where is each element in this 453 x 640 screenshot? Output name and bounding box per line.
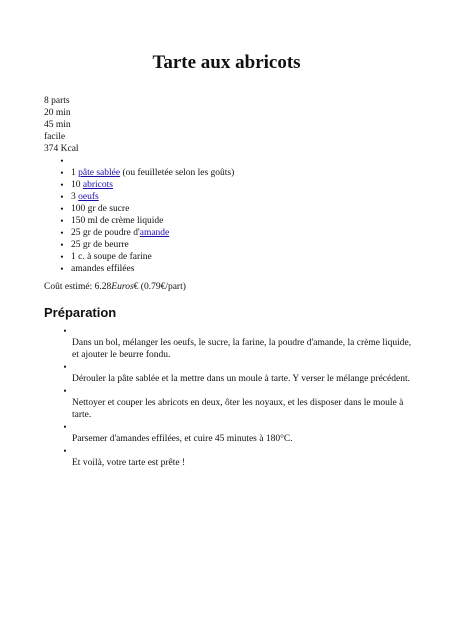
bullet-icon: • bbox=[60, 168, 64, 178]
cost-unit: Euros bbox=[111, 282, 134, 292]
list-item bbox=[60, 445, 420, 469]
list-item bbox=[57, 203, 234, 215]
list-item bbox=[57, 227, 234, 239]
bullet-icon: • bbox=[60, 228, 64, 238]
bullet-icon: • bbox=[60, 216, 64, 226]
list-item bbox=[57, 215, 234, 227]
bullet-icon: • bbox=[63, 326, 67, 336]
step-text: Parsemer d'amandes effilées, et cuire 45 minutes à 180°C. bbox=[72, 434, 293, 444]
bullet-icon: • bbox=[63, 362, 67, 372]
calories: 374 Kcal bbox=[44, 144, 79, 154]
ingredient-text: 25 gr de beurre bbox=[71, 240, 129, 250]
ingredient-link-amande[interactable]: amande bbox=[139, 228, 170, 238]
step-text: Et voilà, votre tarte est prête ! bbox=[72, 458, 186, 468]
preparation-steps bbox=[60, 325, 420, 469]
list-item bbox=[57, 167, 234, 179]
ingredient-link-oeufs[interactable]: oeufs bbox=[78, 192, 99, 202]
preparation-heading: Préparation bbox=[44, 305, 117, 320]
list-item bbox=[60, 325, 420, 361]
step-text: Nettoyer et couper les abricots en deux, ôter les noyaux, et les disposer dans le moule à tarte. bbox=[72, 398, 404, 420]
ingredient-text: amandes effilées bbox=[71, 264, 135, 274]
bullet-icon: • bbox=[60, 180, 64, 190]
ingredient-link-pate-sablee[interactable]: pâte sablée bbox=[78, 168, 121, 178]
bullet-icon: • bbox=[60, 156, 64, 166]
bullet-icon: • bbox=[60, 264, 64, 274]
ingredient-text: 10 bbox=[71, 180, 83, 190]
bullet-icon: • bbox=[60, 204, 64, 214]
bullet-icon: • bbox=[60, 252, 64, 262]
ingredient-link-abricots[interactable]: abricots bbox=[82, 180, 113, 190]
bullet-icon: • bbox=[63, 386, 67, 396]
ingredient-text: 3 bbox=[71, 192, 79, 202]
ingredient-text: 1 bbox=[71, 168, 79, 178]
step-text: Dérouler la pâte sablée et la mettre dans un moule à tarte. Y verser le mélange précédent. bbox=[72, 374, 410, 384]
bullet-icon: • bbox=[63, 446, 67, 456]
list-item bbox=[57, 191, 234, 203]
bullet-icon: • bbox=[60, 192, 64, 202]
list-item bbox=[57, 251, 234, 263]
cook-time: 45 min bbox=[44, 120, 71, 130]
ingredient-text: 100 gr de sucre bbox=[71, 204, 130, 214]
difficulty: facile bbox=[44, 132, 66, 142]
ingredient-text: 25 gr de poudre d' bbox=[71, 228, 140, 238]
recipe-meta bbox=[44, 95, 79, 155]
recipe-title: Tarte aux abricots bbox=[152, 52, 301, 73]
list-item bbox=[57, 239, 234, 251]
ingredient-text: 1 c. à soupe de farine bbox=[71, 252, 152, 262]
servings: 8 parts bbox=[44, 96, 70, 106]
cost-detail: € (0.79€/part) bbox=[133, 282, 186, 292]
list-item bbox=[57, 263, 234, 275]
bullet-icon: • bbox=[63, 422, 67, 432]
cost-label: Coût estimé: 6.28 bbox=[44, 282, 112, 292]
list-item bbox=[57, 179, 234, 191]
list-item bbox=[60, 385, 420, 421]
list-item bbox=[60, 361, 420, 385]
prep-time: 20 min bbox=[44, 108, 71, 118]
step-text: Dans un bol, mélanger les oeufs, le sucre, la farine, la poudre d'amande, la crème liquide, et ajouter le beurre fondu. bbox=[72, 338, 412, 360]
bullet-icon: • bbox=[60, 240, 64, 250]
list-item bbox=[60, 421, 420, 445]
ingredient-text: 150 ml de crème liquide bbox=[71, 216, 164, 226]
ingredient-list bbox=[57, 155, 234, 275]
estimated-cost bbox=[44, 281, 186, 293]
ingredient-text: (ou feuilletée selon les goûts) bbox=[120, 168, 235, 178]
list-item bbox=[57, 155, 234, 167]
